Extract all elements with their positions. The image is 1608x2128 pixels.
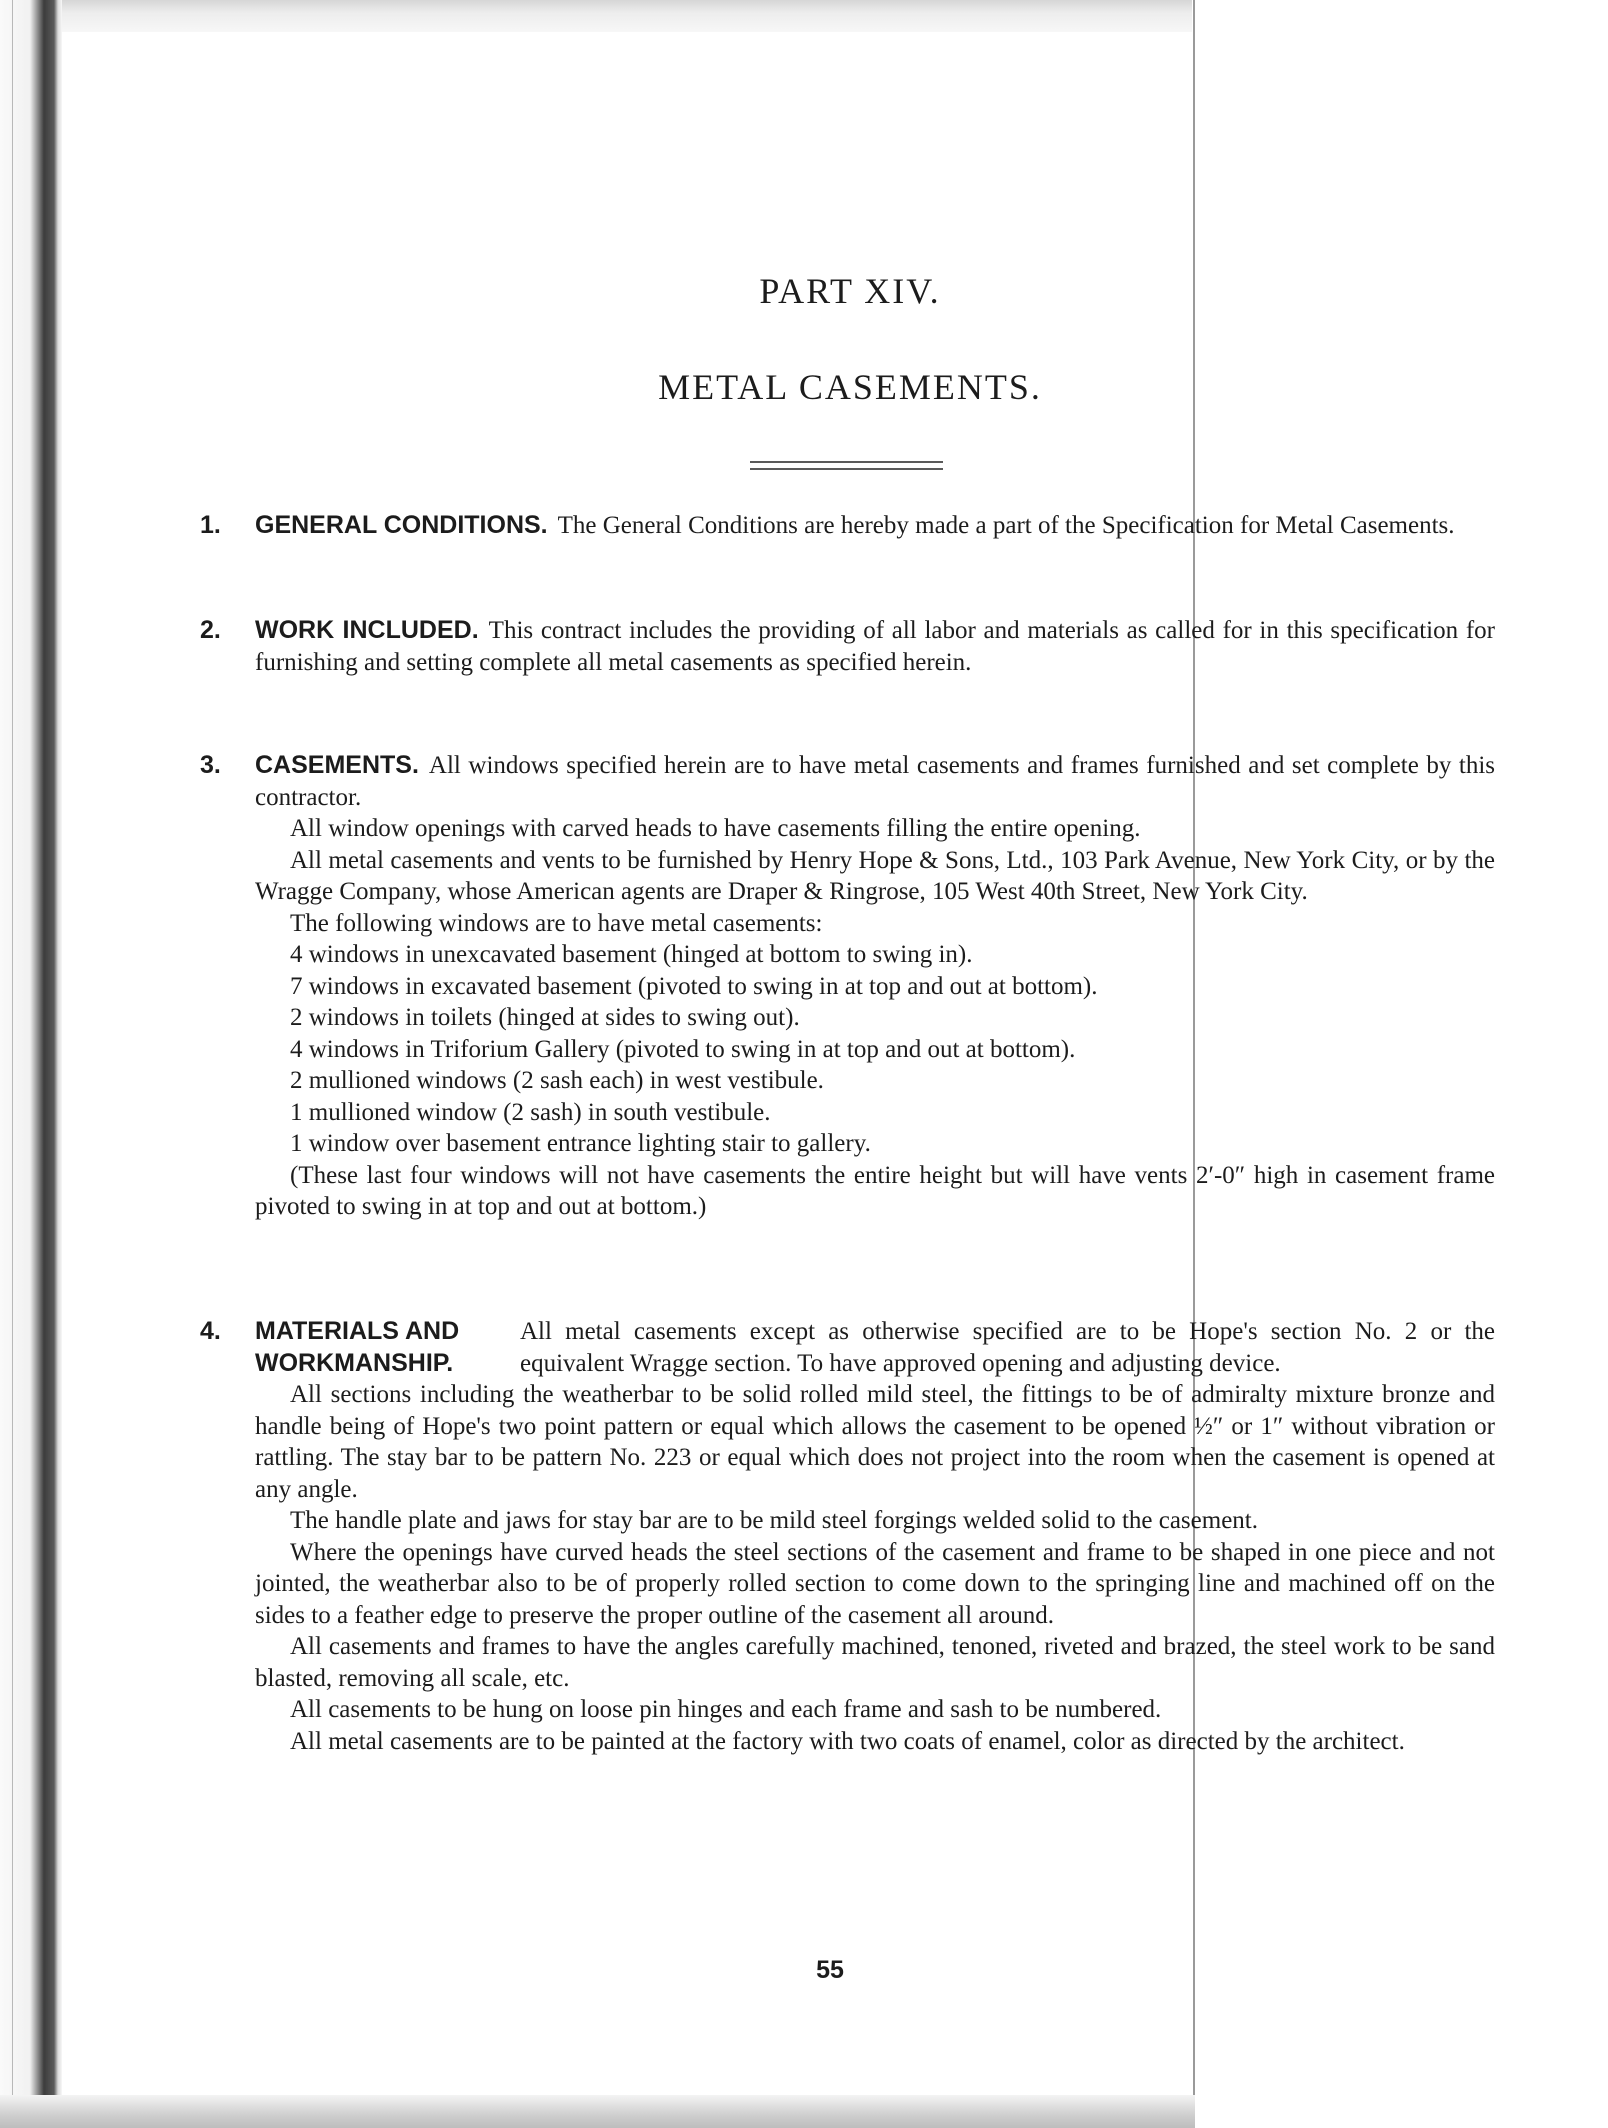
title-divider	[750, 468, 943, 470]
clause-paragraph: The following windows are to have metal casements:	[290, 909, 823, 937]
window-list-item: 1 mullioned window (2 sash) in south vestibule.	[290, 1098, 771, 1126]
clause-paragraph: All sections including the weatherbar to be solid rolled mild steel, the fittings to be of admiralty mixture bronze and handle being of Hope's two point pattern or equal which allows the casement to be opened ½″ or 1″ without vibration or rattling. The stay bar to be pattern No. 223 or equal which does not project into the room when the casement is opened at any angle.	[255, 1381, 1495, 1503]
clause-heading-line: MATERIALS AND	[255, 1317, 460, 1345]
clause-paragraph: (These last four windows will not have casements the entire height but will have vents 2′-0″ high in casement frame pivoted to swing in at top and out at bottom.)	[255, 1161, 1495, 1220]
clause-paragraph: Where the openings have curved heads the steel sections of the casement and frame to be shaped in one piece and not jointed, the weatherbar also to be of properly rolled section to come down to the springing line and machined off on the sides to a feather edge to preserve the proper outline of the casement all around.	[255, 1538, 1495, 1629]
window-list-item: 2 mullioned windows (2 sash each) in west vestibule.	[290, 1067, 824, 1094]
clause-number: 4.	[200, 1317, 221, 1345]
part-title: PART XIV.	[759, 271, 941, 311]
clause-heading: GENERAL CONDITIONS.	[255, 511, 548, 539]
window-list-item: 4 windows in unexcavated basement (hinged at bottom to swing in).	[290, 941, 973, 968]
clause-casements	[200, 750, 1495, 1223]
clause-paragraph: All casements to be hung on loose pin hinges and each frame and sash to be numbered.	[290, 1696, 1162, 1723]
window-list-item: 1 window over basement entrance lighting stair to gallery.	[290, 1130, 871, 1157]
clause-text: All windows specified herein are to have metal casements and frames furnished and set complete by this contractor.	[255, 752, 1495, 811]
window-list-item: 2 windows in toilets (hinged at sides to swing out).	[290, 1004, 800, 1031]
clause-heading	[255, 1316, 520, 1379]
clause-paragraph: The handle plate and jaws for stay bar are to be mild steel forgings welded solid to the casement.	[290, 1507, 1258, 1534]
page-number: 55	[816, 1956, 844, 1984]
clause-materials-and-workmanship	[200, 1316, 1495, 1757]
clause-heading-line: WORKMANSHIP.	[255, 1348, 454, 1377]
clause-number: 3.	[200, 751, 221, 779]
clause-text: This contract includes the providing of all labor and materials as called for in this specification for furnishing and setting complete all metal casements as specified herein.	[255, 617, 1495, 676]
scan-top-edge	[0, 0, 1195, 32]
book-spine-shadow	[0, 0, 62, 2128]
clause-paragraph: All metal casements are to be painted at the factory with two coats of enamel, color as directed by the architect.	[290, 1727, 1405, 1755]
window-list-item: 4 windows in Triforium Gallery (pivoted to swing in at top and out at bottom).	[290, 1035, 1076, 1063]
section-title: METAL CASEMENTS.	[658, 367, 1042, 407]
clause-number: 1.	[200, 511, 221, 539]
clause-heading: WORK INCLUDED.	[255, 616, 479, 644]
clause-text: All metal casements except as otherwise specified are to be Hope's section No. 2 or the equivalent Wragge section. To have approved opening and adjusting device.	[520, 1318, 1495, 1377]
scan-bottom-edge	[0, 2095, 1195, 2128]
clause-heading: CASEMENTS.	[255, 751, 419, 779]
clause-text: The General Conditions are hereby made a part of the Specification for Metal Casements.	[557, 512, 1455, 539]
clause-number: 2.	[200, 616, 221, 644]
title-divider	[750, 461, 943, 463]
clause-paragraph: All metal casements and vents to be furnished by Henry Hope & Sons, Ltd., 103 Park Avenue, New York City, or by the Wragge Company, whose American agents are Draper & Ringrose, 105 West 40th Street, New York City.	[255, 846, 1495, 905]
clause-paragraph: All window openings with carved heads to have casements filling the entire opening.	[290, 815, 1141, 842]
clause-work-included	[200, 615, 1495, 678]
clause-general-conditions	[200, 510, 1495, 542]
clause-paragraph: All casements and frames to have the angles carefully machined, tenoned, riveted and brazed, the steel work to be sand blasted, removing all scale, etc.	[255, 1633, 1495, 1692]
window-list-item: 7 windows in excavated basement (pivoted to swing in at top and out at bottom).	[290, 972, 1098, 1000]
scan-left-line	[12, 0, 13, 2128]
